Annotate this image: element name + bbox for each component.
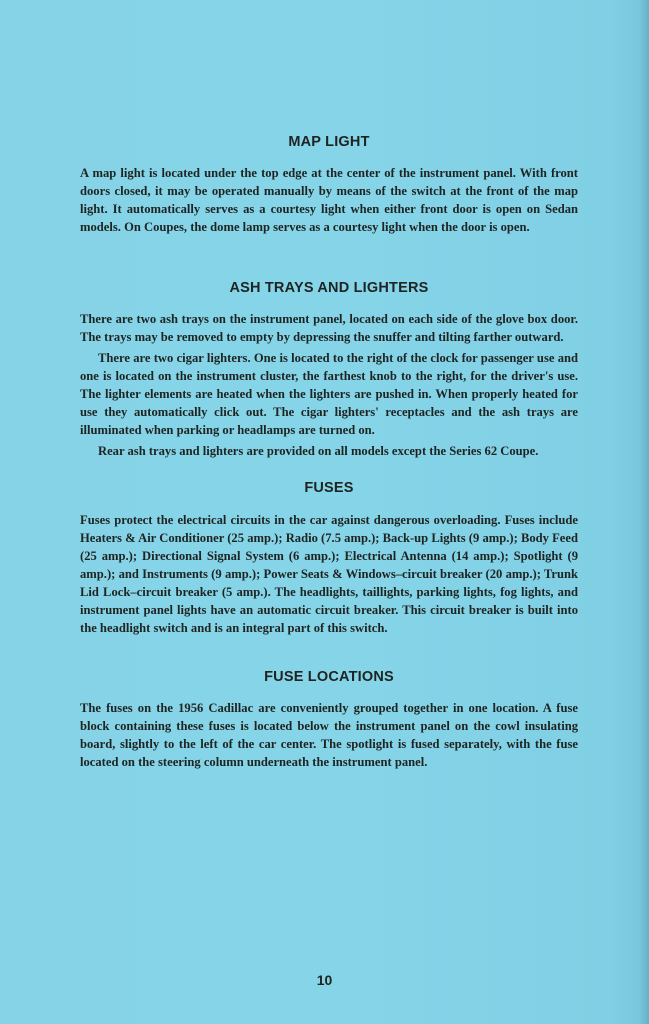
paragraph: There are two cigar lighters. One is located to the right of the clock for passenger use and one is located on the instrument cluster, the farthest knob to the right, for the driver's use. The lighter elements are heated when the lighters are pushed in. When properly heated for use they automatically click out. The cigar lighters' receptacles and the ash trays are illuminated when parking or headlamps are turned on. bbox=[80, 351, 578, 437]
section-ash-trays-and-lighters bbox=[80, 278, 578, 460]
paragraph: A map light is located under the top edge at the center of the instrument panel. With front doors closed, it may be operated manually by means of the switch at the front of the map light. It automatically serves as a courtesy light when either front door is open on Sedan models. On Coupes, the dome lamp serves as a courtesy light when the door is open. bbox=[80, 166, 578, 234]
paragraph: The fuses on the 1956 Cadillac are conveniently grouped together in one location. A fuse block containing these fuses is located below the instrument panel on the cowl insulating board, slightly to the left of the car center. The spotlight is fused separately, with the fuse located on the steering column underneath the instrument panel. bbox=[80, 701, 578, 769]
paragraph: There are two ash trays on the instrument panel, located on each side of the glove box door. The trays may be removed to empty by depressing the snuffer and tilting farther outward. bbox=[80, 312, 578, 344]
page-content bbox=[80, 132, 578, 771]
page-number: 10 bbox=[316, 972, 333, 988]
section-heading: FUSES bbox=[304, 480, 354, 496]
section-heading: MAP LIGHT bbox=[288, 134, 370, 150]
section-fuses bbox=[80, 478, 578, 637]
paragraph: Rear ash trays and lighters are provided on all models except the Series 62 Coupe. bbox=[98, 444, 539, 458]
section-map-light bbox=[80, 132, 578, 236]
section-heading: ASH TRAYS AND LIGHTERS bbox=[229, 280, 429, 296]
section-heading: FUSE LOCATIONS bbox=[264, 669, 394, 685]
paragraph: Fuses protect the electrical circuits in the car against dangerous overloading. Fuses include Heaters & Air Conditioner (25 amp.); Radio (7.5 amp.); Back-up Lights (9 amp.); Body Feed (25 amp.); Directional Signal System (6 amp.); Electrical Antenna (14 amp.); Spotlight (9 amp.); and Instruments (9 amp.); Power Seats & Windows–circuit breaker (20 amp.); Trunk Lid Lock–circuit breaker (5 amp.). The headlights, taillights, parking lights, fog lights, and instrument panel lights have an automatic circuit breaker. This circuit breaker is built into the headlight switch and is an integral part of this switch. bbox=[80, 513, 578, 635]
section-fuse-locations bbox=[80, 667, 578, 771]
page-edge-shadow bbox=[639, 0, 649, 1024]
